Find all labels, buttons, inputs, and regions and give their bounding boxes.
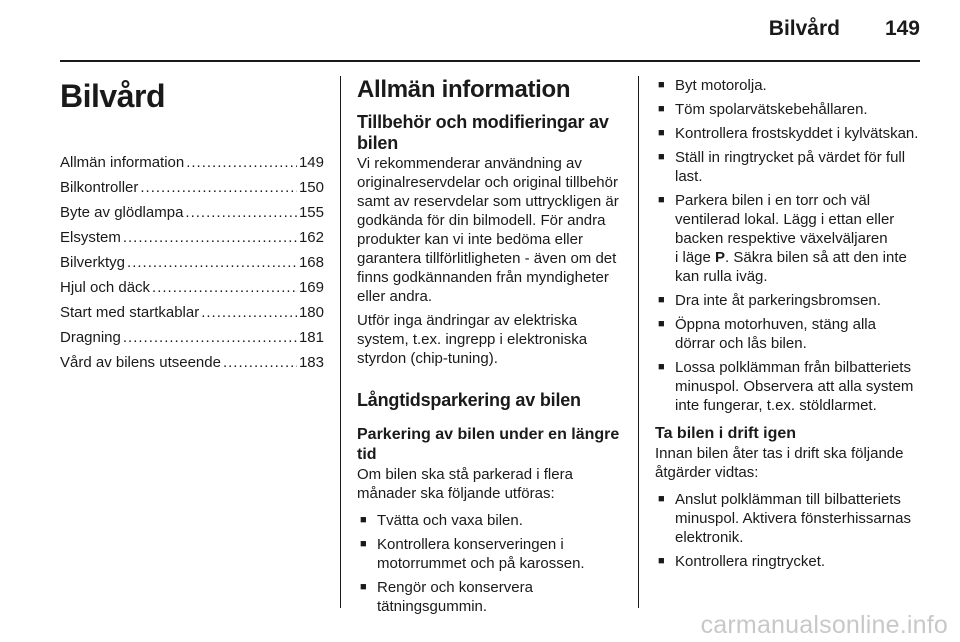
park-gear-prefix: i läge: [675, 249, 716, 266]
list-item: ■ Töm spolarvätskebehållaren.: [655, 100, 920, 119]
list-item: ■ Kontrollera ringtrycket.: [655, 552, 920, 571]
list-item-park: [655, 191, 920, 286]
section-heading: Allmän information: [357, 76, 571, 103]
paragraph-parking: Om bilen ska stå parkerad i flera månader ska följande utföras:: [357, 466, 573, 502]
toc-entry[interactable]: [60, 178, 324, 197]
toc-leader: [186, 153, 297, 172]
toc-entry[interactable]: [60, 203, 324, 222]
toc-label: Hjul och däck: [60, 279, 151, 296]
toc-label: Bilkontroller: [60, 179, 139, 196]
toc-column: [60, 76, 324, 378]
toc-page: 183: [298, 354, 324, 371]
chapter-title: Bilvård: [60, 78, 165, 114]
list-item: ■ Anslut polklämman till bilbatteriets minuspol. Aktivera fönsterhissarnas elektronik.: [655, 490, 920, 547]
toc-page: 149: [298, 154, 324, 171]
paragraph-recommendation: Vi rekommenderar användning av originalreservdelar och original tillbehör samt av reservdelar som uttryckligen är godkända för din bilmodell. För andra produkter kan vi inte bedöma eller garantera tillförlitligheten - även om det finns godkännanden från myndigheter eller andra.: [357, 155, 619, 305]
toc-label: Elsystem: [60, 229, 121, 246]
list-item: ■ Byt motorolja.: [655, 76, 920, 95]
toc-entry[interactable]: [60, 228, 324, 247]
parking-checklist: [357, 511, 621, 616]
toc-page: 180: [298, 304, 324, 321]
toc-entry[interactable]: [60, 253, 324, 272]
toc-leader: [152, 278, 297, 297]
park-gear-label: P: [715, 249, 726, 266]
toc-page: 155: [298, 204, 324, 221]
subsection-heading-longterm: Långtidsparkering av bilen: [357, 390, 581, 410]
subheading-parking: Parkering av bilen under en längre tid: [357, 426, 620, 463]
toc-leader: [223, 353, 297, 372]
toc-page: 181: [298, 329, 324, 346]
list-item: ■ Dra inte åt parkeringsbromsen.: [655, 291, 920, 310]
toc-page: 150: [298, 179, 324, 196]
toc-label: Dragning: [60, 329, 121, 346]
park-gear-suffix: . Säkra bilen så att den inte kan rulla iväg.: [675, 249, 907, 285]
list-item: ■ Öppna motorhuven, stäng alla dörrar och lås bilen.: [655, 315, 920, 353]
subheading-return-to-service: Ta bilen i drift igen: [655, 425, 797, 442]
list-item: ■ Rengör och konservera tätningsgummin.: [357, 578, 621, 616]
subsection-heading-accessories: Tillbehör och modifieringar av bilen: [357, 112, 609, 153]
toc-leader: [140, 178, 297, 197]
header-rule: [60, 60, 920, 62]
toc-leader: [185, 203, 297, 222]
toc-leader: [123, 328, 297, 347]
list-item: ■ Lossa polklämman från bilbatteriets minuspol. Observera att alla system inte fungerar, t.ex. stöldlarmet.: [655, 358, 920, 415]
storage-steps-column: [655, 76, 920, 576]
list-item: ■ Tvätta och vaxa bilen.: [357, 511, 621, 530]
toc-leader: [127, 253, 297, 272]
running-header-title: Bilvård: [768, 17, 840, 40]
toc-page: 168: [298, 254, 324, 271]
column-divider-1: [340, 76, 341, 608]
park-instruction: Parkera bilen i en torr och väl ventilerad lokal. Lägg i ettan eller backen respektive växelväljaren: [675, 192, 895, 247]
storage-checklist: [655, 76, 920, 415]
list-item: ■ Kontrollera frostskyddet i kylvätskan.: [655, 124, 920, 143]
toc-entry[interactable]: [60, 353, 324, 372]
return-checklist: [655, 490, 920, 571]
list-item: ■ Kontrollera konserveringen i motorrummet och på karossen.: [357, 535, 621, 573]
general-info-column: [357, 76, 621, 621]
toc-entry[interactable]: [60, 153, 324, 172]
toc-label: Byte av glödlampa: [60, 204, 184, 221]
toc-label: Vård av bilens utseende: [60, 354, 221, 371]
toc-label: Start med startkablar: [60, 304, 200, 321]
running-header-page-number: 149: [884, 17, 920, 40]
toc-leader: [123, 228, 297, 247]
list-item: ■ Ställ in ringtrycket på värdet för full last.: [655, 148, 920, 186]
paragraph-no-modifications: Utför inga ändringar av elektriska system, t.ex. ingrepp i elektroniska styrdon (chip-tuning).: [357, 312, 588, 367]
toc-page: 169: [298, 279, 324, 296]
paragraph-return: Innan bilen åter tas i drift ska följande åtgärder vidtas:: [655, 445, 904, 481]
column-divider-2: [638, 76, 639, 608]
table-of-contents: [60, 153, 324, 372]
toc-entry[interactable]: [60, 278, 324, 297]
toc-label: Bilverktyg: [60, 254, 126, 271]
toc-leader: [201, 303, 297, 322]
toc-page: 162: [298, 229, 324, 246]
watermark-text: carmanualsonline.info: [700, 611, 948, 639]
toc-entry[interactable]: [60, 328, 324, 347]
toc-label: Allmän information: [60, 154, 185, 171]
toc-entry[interactable]: [60, 303, 324, 322]
